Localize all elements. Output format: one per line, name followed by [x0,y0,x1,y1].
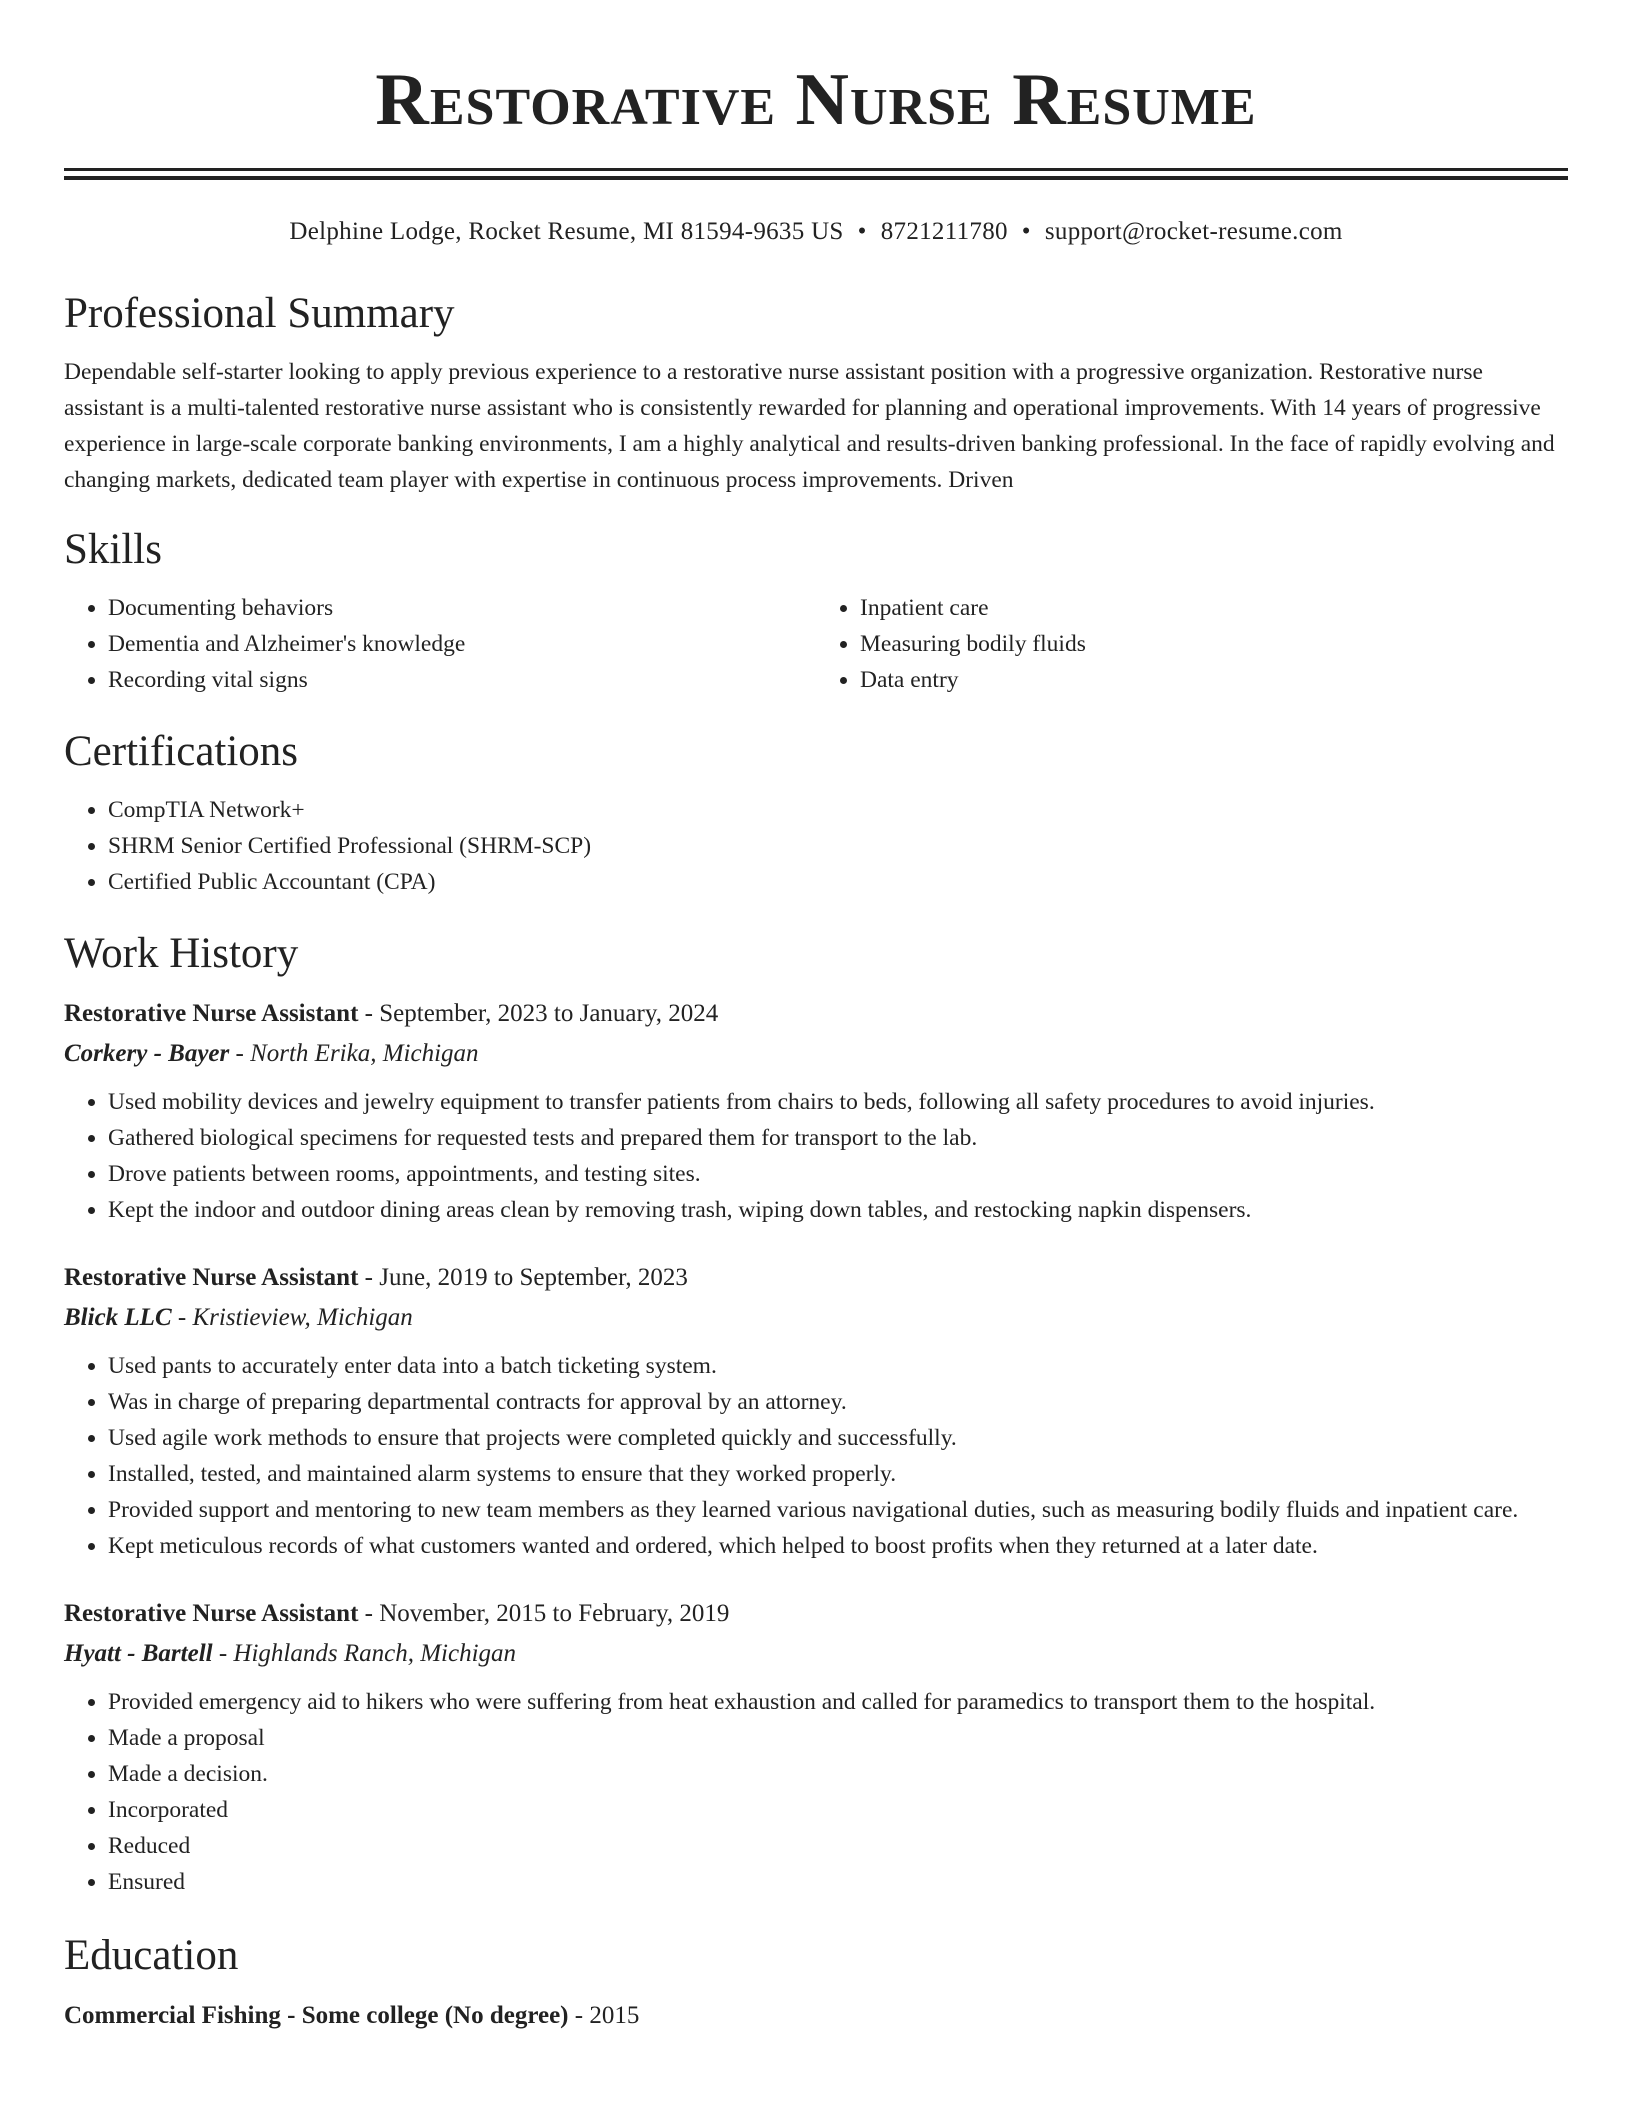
job-entry [64,994,1568,1228]
contact-separator: • [857,218,867,245]
job-duty: • Was in charge of preparing departmental contracts for approval by an attorney. [108,1384,1568,1420]
contact-phone: 8721211780 [880,218,1008,245]
job-company: Hyatt - Bartell [64,1640,213,1667]
job-duty: • Reduced [108,1828,1568,1864]
job-duty: • Drove patients between rooms, appointments, and testing sites. [108,1156,1568,1192]
job-duties-list [64,1348,1568,1564]
job-duty: • Provided support and mentoring to new team members as they learned various navigational duties, such as measuring bodily fluids and inpatient care. [108,1492,1568,1528]
job-title: Restorative Nurse Assistant [64,1000,359,1027]
job-duties-list [64,1084,1568,1228]
skills-list-right [816,590,1568,698]
summary-heading: Professional Summary [64,290,455,337]
skill-item: • Inpatient care [860,590,1568,626]
job-location: - North Erika, Michigan [229,1040,479,1067]
job-header [64,1258,1568,1298]
title-divider-top [64,168,1568,171]
job-duty: • Incorporated [108,1792,1568,1828]
certification-item: • SHRM Senior Certified Professional (SHRM-SCP) [108,828,1568,864]
contact-line [0,216,1632,248]
job-dates: - September, 2023 to January, 2024 [358,1000,719,1027]
job-duty: • Used agile work methods to ensure that projects were completed quickly and successfully. [108,1420,1568,1456]
certifications-list [64,792,1568,900]
job-title: Restorative Nurse Assistant [64,1600,359,1627]
contact-email: support@rocket-resume.com [1044,218,1343,245]
education-entry [64,1996,1568,2036]
job-employer [64,1298,1568,1338]
skills-list-left [64,590,816,698]
work-history-section [64,928,1568,1900]
resume-content [64,288,1568,2036]
job-employer [64,1634,1568,1674]
job-company: Blick LLC [64,1304,172,1331]
contact-address: Delphine Lodge, Rocket Resume, MI 81594-9635 US [289,218,844,245]
certification-item: • CompTIA Network+ [108,792,1568,828]
work-history-heading: Work History [64,930,299,977]
page-title: Restorative Nurse Resume [375,59,1257,141]
skills-heading: Skills [64,526,162,573]
summary-section [64,288,1568,498]
job-duties-list [64,1684,1568,1900]
job-title: Restorative Nurse Assistant [64,1264,359,1291]
skill-item: • Dementia and Alzheimer's knowledge [108,626,816,662]
skills-section [64,524,1568,698]
education-section [64,1930,1568,2036]
certification-item: • Certified Public Accountant (CPA) [108,864,1568,900]
job-header [64,1594,1568,1634]
job-duty: • Installed, tested, and maintained alarm systems to ensure that they worked properly. [108,1456,1568,1492]
job-dates: - June, 2019 to September, 2023 [358,1264,688,1291]
summary-text: Dependable self-starter looking to apply previous experience to a restorative nurse assistant position with a progressive organization. Restorative nurse assistant is a multi-talented restorative nurse assistant who is consistently rewarded for planning and operational improvements. With 14 years of progressive experience in large-scale corporate banking environments, I am a highly analytical and results-driven banking professional. In the face of rapidly evolving and changing markets, dedicated team player with expertise in continuous process improvements. Driven [64,359,1555,493]
certifications-heading: Certifications [64,728,299,775]
certifications-section [64,726,1568,900]
education-year: - 2015 [568,2002,640,2029]
job-location: - Kristieview, Michigan [171,1304,413,1331]
skill-item: • Measuring bodily fluids [860,626,1568,662]
job-employer [64,1034,1568,1074]
job-duty: • Made a proposal [108,1720,1568,1756]
job-duty: • Provided emergency aid to hikers who were suffering from heat exhaustion and called for paramedics to transport them to the hospital. [108,1684,1568,1720]
job-location: - Highlands Ranch, Michigan [212,1640,517,1667]
job-duty: • Used pants to accurately enter data into a batch ticketing system. [108,1348,1568,1384]
skill-item: • Data entry [860,662,1568,698]
job-duty: • Made a decision. [108,1756,1568,1792]
contact-separator: • [1021,218,1031,245]
skills-columns [64,590,1568,698]
job-company: Corkery - Bayer [64,1040,230,1067]
skill-item: • Recording vital signs [108,662,816,698]
job-dates: - November, 2015 to February, 2019 [358,1600,730,1627]
job-duty: • Ensured [108,1864,1568,1900]
education-degree: Commercial Fishing - Some college (No degree) [64,2002,569,2029]
job-header [64,994,1568,1034]
job-duty: • Kept the indoor and outdoor dining areas clean by removing trash, wiping down tables, and restocking napkin dispensers. [108,1192,1568,1228]
skill-item: • Documenting behaviors [108,590,816,626]
job-entry [64,1594,1568,1900]
job-duty: • Gathered biological specimens for requested tests and prepared them for transport to the lab. [108,1120,1568,1156]
job-entry [64,1258,1568,1564]
job-duty: • Kept meticulous records of what customers wanted and ordered, which helped to boost profits when they returned at a later date. [108,1528,1568,1564]
education-heading: Education [64,1932,239,1979]
job-duty: • Used mobility devices and jewelry equipment to transfer patients from chairs to beds, following all safety procedures to avoid injuries. [108,1084,1568,1120]
title-divider-bottom [64,176,1568,180]
